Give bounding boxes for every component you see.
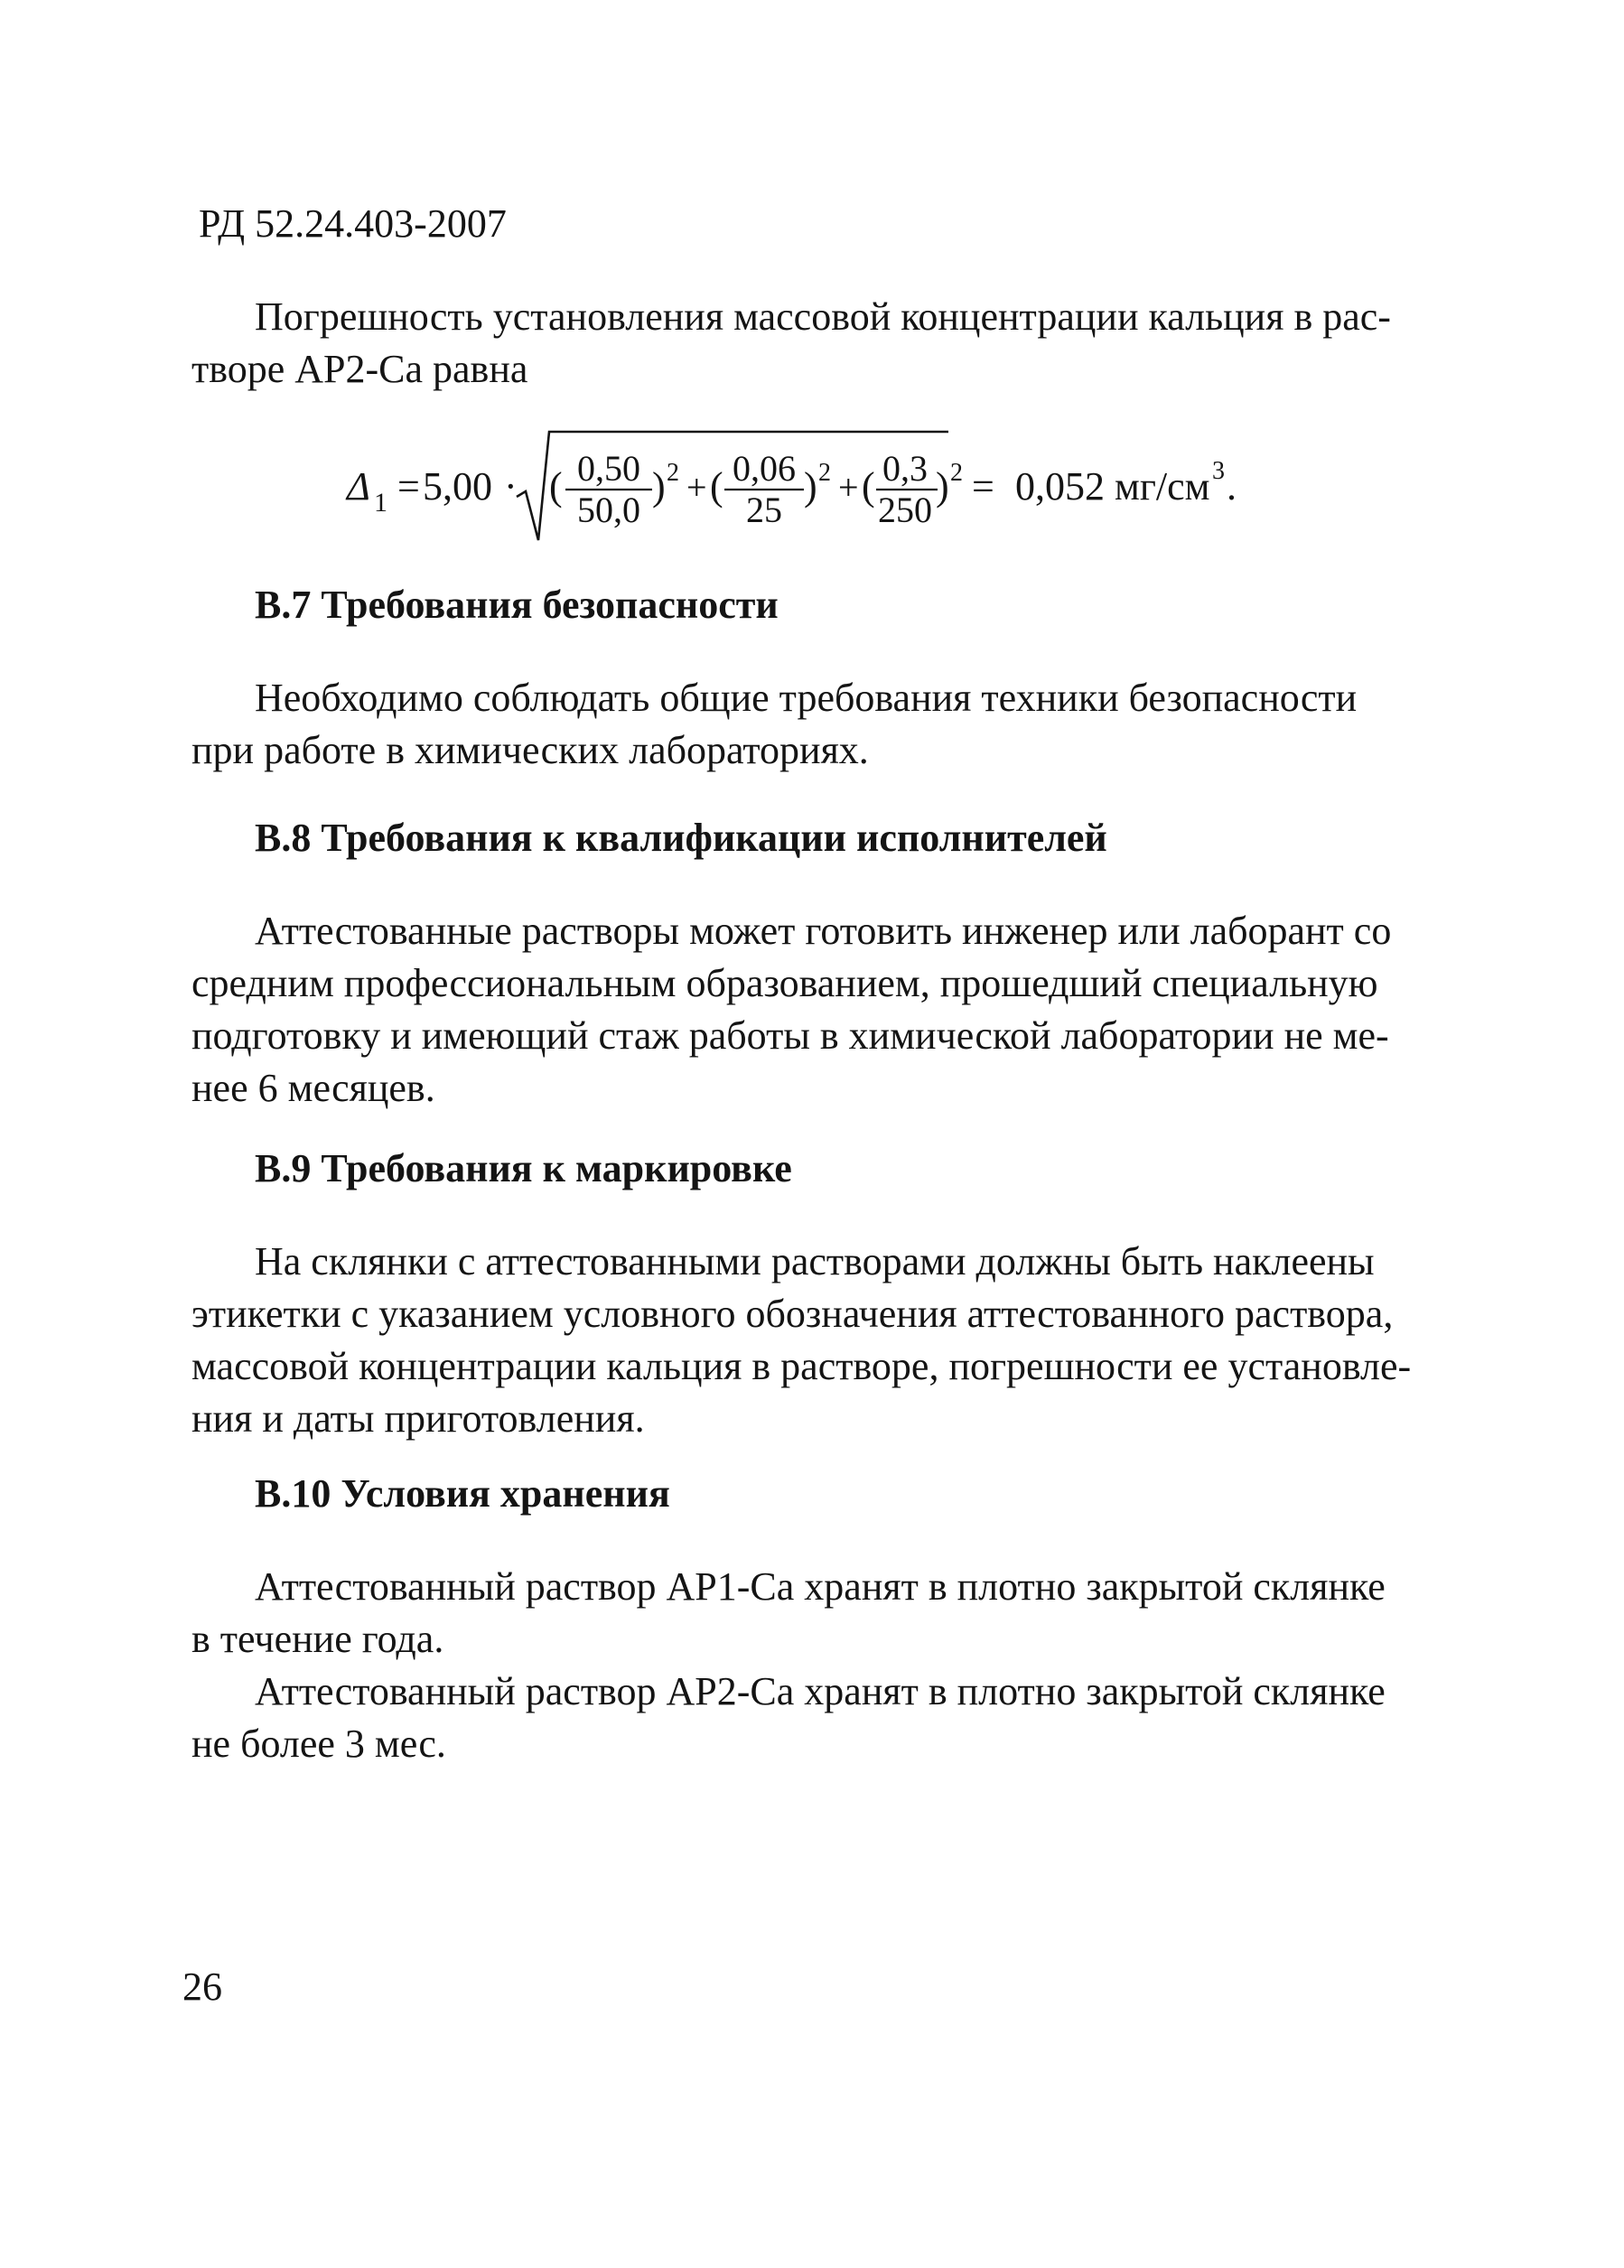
- formula-result: 0,052 мг/см: [1015, 464, 1210, 509]
- formula-plus-2: +: [838, 467, 859, 508]
- section-b7-line-1: Необходимо соблюдать общие требования техники безопасности: [255, 676, 1358, 720]
- formula-multiply-dot: ·: [504, 464, 518, 509]
- intro-line-2: творе АР2-Са равна: [191, 347, 528, 391]
- section-b7-line-2: при работе в химических лабораториях.: [191, 728, 869, 772]
- formula-term1-denominator: 50,0: [577, 490, 640, 530]
- formula-end-period: .: [1227, 464, 1237, 509]
- intro-paragraph: [191, 291, 1431, 396]
- formula-term3-numerator: 0,3: [882, 448, 928, 489]
- formula-delta-subscript: 1: [374, 488, 387, 518]
- section-b10-line-4: не более 3 мес.: [191, 1722, 446, 1766]
- section-b9-line-4: ния и даты приготовления.: [191, 1396, 645, 1441]
- formula-plus-1: +: [686, 467, 707, 508]
- formula-term3-close-paren: ): [936, 464, 949, 509]
- section-b10-line-3: Аттестованный раствор АР2-Са хранят в плотно закрытой склянке: [255, 1669, 1386, 1713]
- formula-term3-exponent: 2: [950, 459, 963, 487]
- section-b9-heading: В.9 Требования к маркировке: [255, 1146, 792, 1190]
- section-b10-line-2: в течение года.: [191, 1617, 444, 1661]
- section-b8-line-2: средним профессиональным образованием, прошедший специальную: [191, 961, 1378, 1005]
- formula-term1-exponent: 2: [667, 459, 679, 487]
- intro-line-1: Погрешность установления массовой концентрации кальция в рас-: [255, 294, 1391, 339]
- formula-term2-exponent: 2: [818, 459, 831, 487]
- error-formula: [345, 425, 1257, 551]
- formula-term1-numerator: 0,50: [577, 448, 640, 489]
- section-b7-heading: В.7 Требования безопасности: [255, 583, 779, 627]
- page-number: 26: [182, 1965, 222, 2009]
- section-b9-line-1: На склянки с аттестованными растворами должны быть наклеены: [255, 1239, 1375, 1283]
- section-b9-line-2: этикетки с указанием условного обозначения аттестованного раствора,: [191, 1292, 1394, 1336]
- section-b8-line-4: нее 6 месяцев.: [191, 1066, 435, 1110]
- section-b8-line-1: Аттестованные растворы может готовить инженер или лаборант со: [255, 909, 1392, 953]
- formula-term2-open-paren: (: [710, 464, 723, 509]
- section-b10-heading: В.10 Условия хранения: [255, 1471, 670, 1516]
- section-b8-line-3: подготовку и имеющий стаж работы в химической лаборатории не ме-: [191, 1013, 1389, 1058]
- formula-term2-close-paren: ): [804, 464, 817, 509]
- section-b9-paragraph: [191, 1236, 1431, 1445]
- formula-equals: =: [397, 464, 420, 509]
- section-b8-paragraph: [191, 905, 1431, 1115]
- section-b10-line-1: Аттестованный раствор АР1-Са хранят в плотно закрытой склянке: [255, 1564, 1386, 1609]
- document-code: РД 52.24.403-2007: [199, 201, 507, 246]
- section-b8-heading: В.8 Требования к квалификации исполнителей: [255, 816, 1107, 860]
- formula-equals-2: =: [972, 464, 994, 509]
- formula-term1-close-paren: ): [652, 464, 666, 509]
- formula-coefficient: 5,00: [423, 464, 492, 509]
- section-b9-line-3: массовой концентрации кальция в растворе, погрешности ее установле-: [191, 1344, 1412, 1388]
- formula-term2-denominator: 25: [746, 490, 782, 530]
- section-b7-paragraph: [191, 672, 1431, 777]
- formula-delta: Δ: [347, 464, 370, 509]
- section-b10-paragraph-1: [191, 1561, 1431, 1666]
- formula-svg: [345, 425, 1257, 551]
- formula-term3-denominator: 250: [878, 490, 932, 530]
- formula-term1-open-paren: (: [549, 464, 563, 509]
- formula-result-exponent: 3: [1212, 457, 1225, 485]
- formula-term2-numerator: 0,06: [733, 448, 796, 489]
- formula-term3-open-paren: (: [862, 464, 875, 509]
- section-b10-paragraph-2: [191, 1666, 1431, 1770]
